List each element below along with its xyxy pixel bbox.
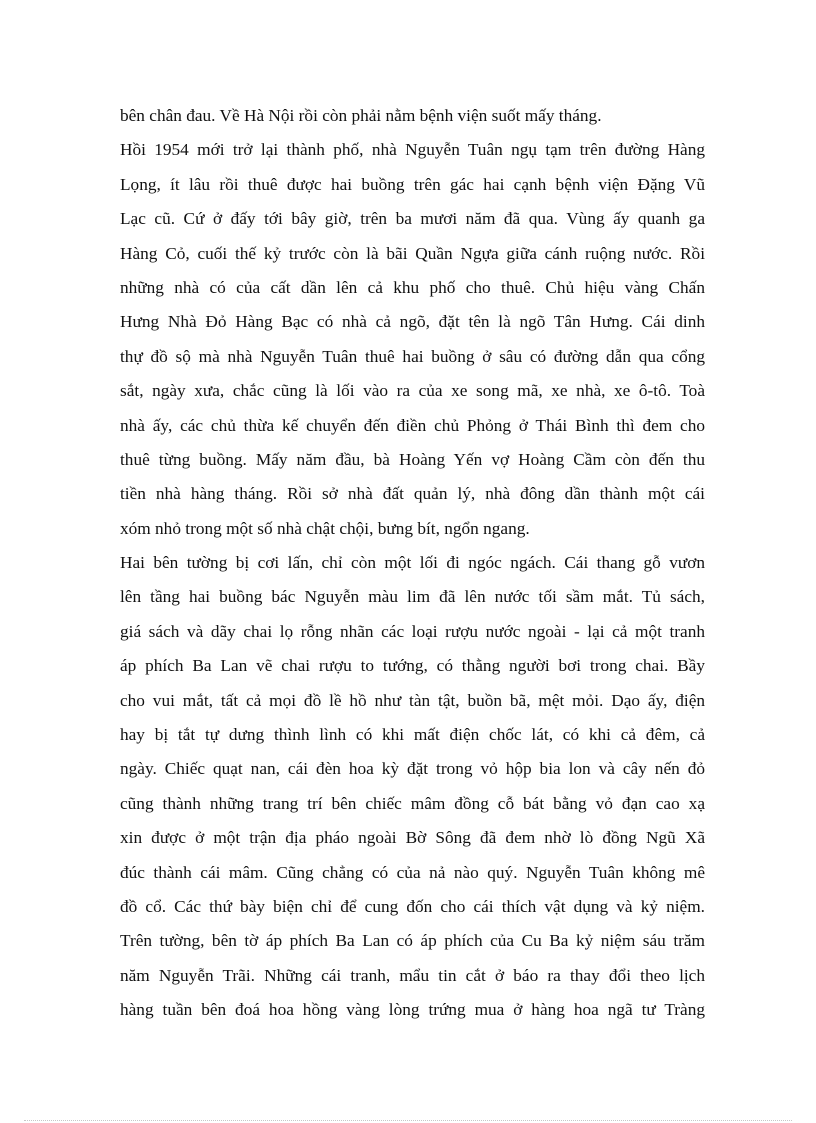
text-line: Hàng Cỏ, cuối thế kỷ trước còn là bãi Quần Ngựa giữa cánh ruộng nước. Rồi: [120, 243, 705, 263]
text-line: xóm nhỏ trong một số nhà chật chội, bưng bít, ngổn ngang.: [120, 518, 530, 538]
text-line: giá sách và dãy chai lọ rỗng nhãn các loại rượu nước ngoài - lại cả một tranh: [120, 621, 705, 641]
text-line: năm Nguyễn Trãi. Những cái tranh, mẩu tin cắt ở báo ra thay đổi theo lịch: [120, 965, 705, 985]
text-line: cho vui mắt, tất cả mọi đồ lề hồ như tàn tật, buồn bã, mệt mỏi. Dạo ấy, điện: [120, 690, 705, 710]
page-bottom-divider: [24, 1120, 792, 1121]
text-line: áp phích Ba Lan vẽ chai rượu to tướng, có thằng người bơi trong chai. Bầy: [120, 656, 705, 676]
text-line: thự đồ sộ mà nhà Nguyễn Tuân thuê hai buồng ở sâu có đường dẫn qua cổng: [120, 346, 705, 366]
text-line: ngày. Chiếc quạt nan, cái đèn hoa kỳ đặt trong vỏ hộp bia lon và cây nến đỏ: [120, 759, 705, 779]
text-line: đúc thành cái mâm. Cũng chẳng có của nả nào quý. Nguyễn Tuân không mê: [120, 862, 705, 882]
text-line: tiền nhà hàng tháng. Rồi sở nhà đất quản lý, nhà đông dần thành một cái: [120, 484, 705, 504]
text-line: sắt, ngày xưa, chắc cũng là lối vào ra của xe song mã, xe nhà, xe ô-tô. Toà: [120, 381, 705, 401]
text-line: lên tầng hai buồng bác Nguyễn màu lim đã lên nước tối sầm mắt. Tủ sách,: [120, 587, 705, 607]
text-line: Lọng, ít lâu rồi thuê được hai buồng trên gác hai cạnh bệnh viện Đặng Vũ: [120, 174, 705, 194]
text-line: Lạc cũ. Cứ ở đấy tới bây giờ, trên ba mươi năm đã qua. Vùng ấy quanh ga: [120, 209, 705, 229]
text-line: hay bị tắt tự dưng thình lình có khi mất điện chốc lát, có khi cả đêm, cả: [120, 725, 705, 745]
text-line: nhà ấy, các chủ thừa kế chuyển đến điền chủ Phỏng ở Thái Bình thì đem cho: [120, 415, 705, 435]
text-line: Trên tường, bên tờ áp phích Ba Lan có áp phích của Cu Ba kỷ niệm sáu trăm: [120, 931, 705, 951]
text-line: Hưng Nhà Đỏ Hàng Bạc có nhà cả ngõ, đặt tên là ngõ Tân Hưng. Cái dinh: [120, 312, 705, 332]
text-line: Hồi 1954 mới trở lại thành phố, nhà Nguyễn Tuân ngụ tạm trên đường Hàng: [120, 140, 705, 160]
text-line: bên chân đau. Về Hà Nội rồi còn phải nằm bệnh viện suốt mấy tháng.: [120, 106, 602, 125]
text-line: những nhà có của cất dần lên cả khu phố cho thuê. Chủ hiệu vàng Chấn: [120, 277, 705, 297]
text-line: Hai bên tường bị cơi lấn, chỉ còn một lối đi ngóc ngách. Cái thang gỗ vươn: [120, 553, 705, 573]
body-text: [120, 99, 705, 1028]
text-line: thuê từng buồng. Mấy năm đầu, bà Hoàng Yến vợ Hoàng Cầm còn đến thu: [120, 449, 705, 469]
text-line: xin được ở một trận địa pháo ngoài Bờ Sông đã đem nhờ lò đồng Ngũ Xã: [120, 828, 705, 848]
text-line: cũng thành những trang trí bên chiếc mâm đồng cỗ bát bằng vỏ đạn cao xạ: [120, 793, 705, 813]
text-line: đồ cổ. Các thứ bày biện chỉ để cung đốn cho cái thích vật dụng và kỷ niệm.: [120, 896, 705, 916]
text-line: hàng tuần bên đoá hoa hồng vàng lòng trứng mua ở hàng hoa ngã tư Tràng: [120, 1000, 705, 1020]
